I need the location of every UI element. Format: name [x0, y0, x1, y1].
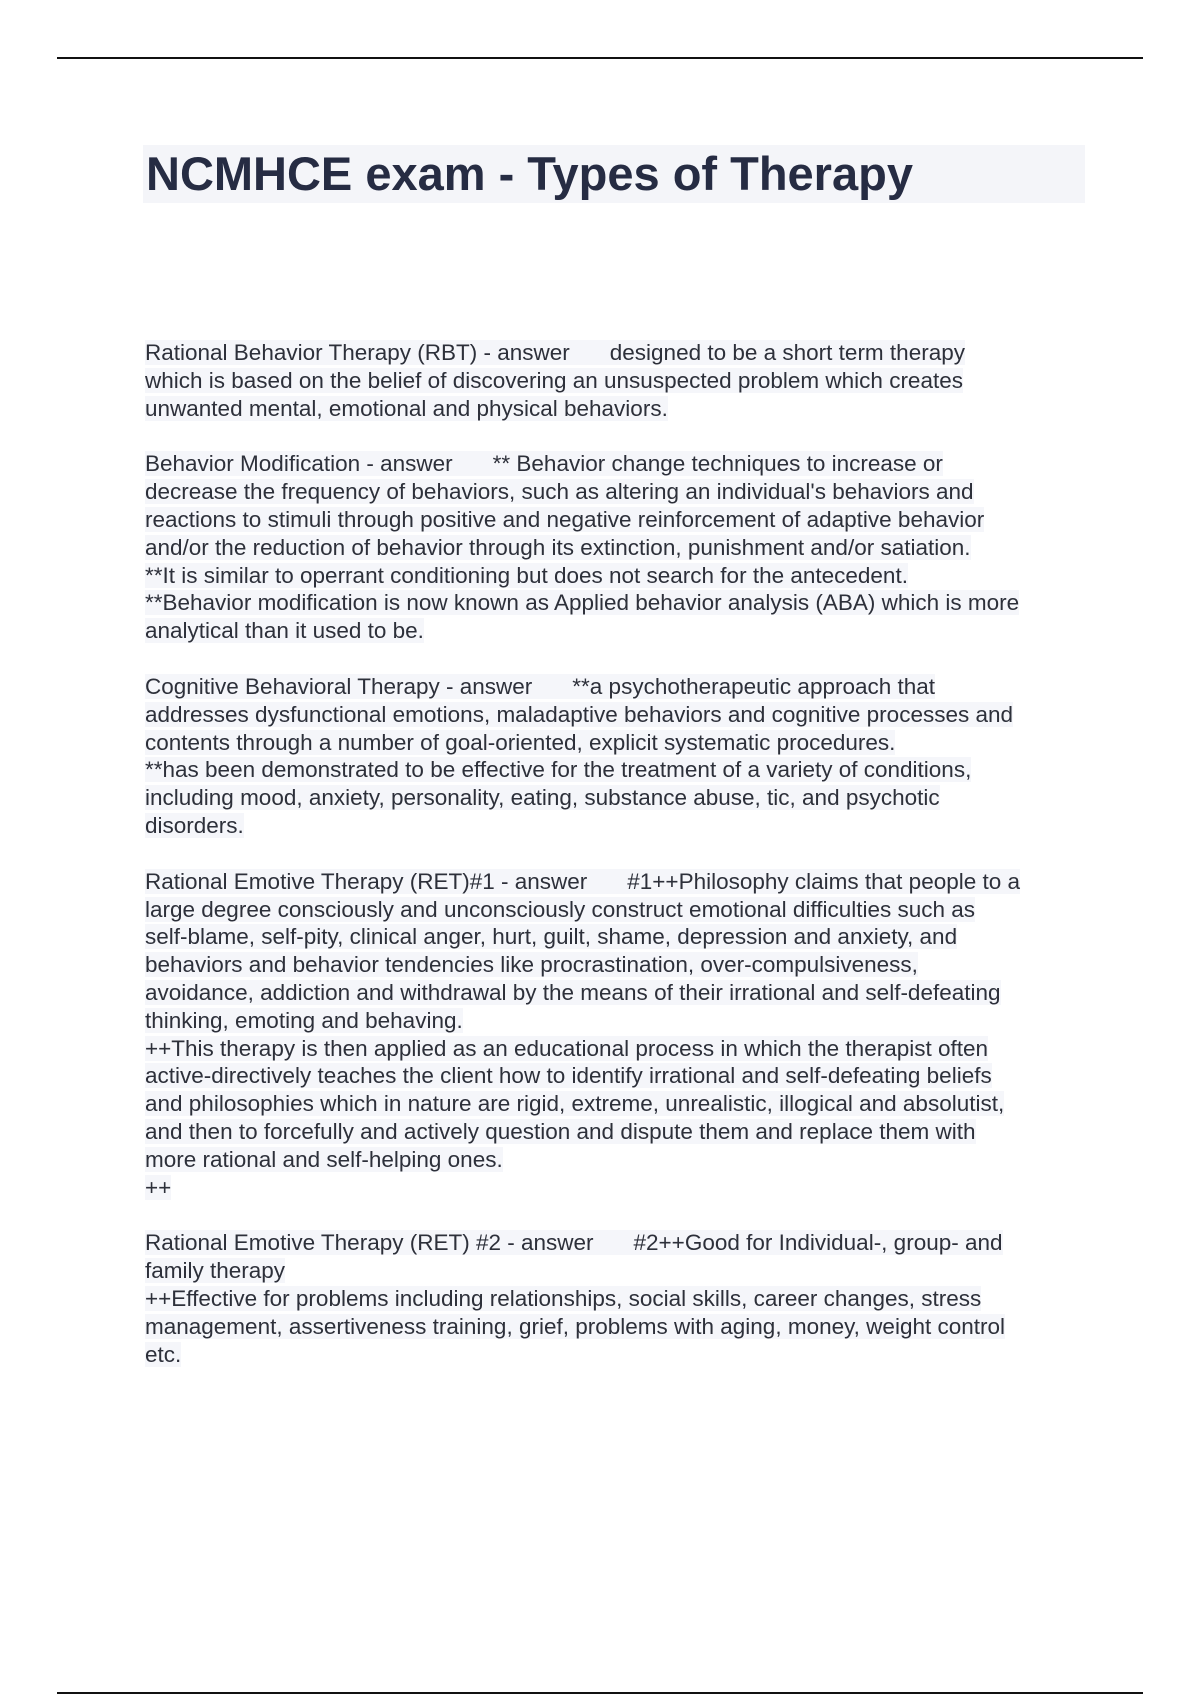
flashcard-entry: [145, 1229, 1095, 1368]
entry-answer-line: #2++Good for Individual-, group- and: [633, 1230, 1003, 1256]
top-rule: [57, 57, 1143, 59]
entry-answer-line: which is based on the belief of discovering an unsuspected problem which creates: [145, 367, 963, 393]
entry-answer-line: self-blame, self-pity, clinical anger, hurt, guilt, shame, depression and anxiety, and: [145, 924, 958, 950]
entry-answer-line: #1++Philosophy claims that people to a: [627, 868, 1021, 894]
entry-answer-line: ++: [145, 1174, 172, 1200]
flashcard-entry: [145, 339, 1095, 422]
entry-answer-line: addresses dysfunctional emotions, maladaptive behaviors and cognitive processes and: [145, 701, 1014, 727]
entry-answer-line: unwanted mental, emotional and physical behaviors.: [145, 395, 668, 421]
entry-answer-line: **a psychotherapeutic approach that: [572, 673, 936, 699]
entry-answer-line: ++This therapy is then applied as an educational process in which the therapist often: [145, 1035, 989, 1061]
entry-first-line: [145, 450, 1095, 478]
entry-answer-line: and philosophies which in nature are rigid, extreme, unrealistic, illogical and absolutist,: [145, 1091, 1005, 1117]
flashcard-entry: [145, 450, 1095, 645]
entry-term: Rational Emotive Therapy (RET)#1 - answer: [145, 868, 588, 894]
entry-term: Rational Behavior Therapy (RBT) - answer: [145, 340, 570, 365]
entry-term: Cognitive Behavioral Therapy - answer: [145, 673, 533, 699]
entry-answer-line: decrease the frequency of behaviors, such as altering an individual's behaviors and: [145, 479, 974, 505]
flashcard-entry: [145, 868, 1095, 1202]
entry-answer-line: behaviors and behavior tendencies like procrastination, over-compulsiveness,: [145, 952, 918, 978]
flashcard-list: [145, 339, 1095, 1396]
entry-answer-line: avoidance, addiction and withdrawal by the means of their irrational and self-defeating: [145, 979, 1001, 1005]
entry-answer-line: **has been demonstrated to be effective for the treatment of a variety of conditions,: [145, 757, 972, 783]
entry-term: Behavior Modification - answer: [145, 451, 453, 477]
entry-answer-line: thinking, emoting and behaving.: [145, 1007, 463, 1033]
entry-answer-line: analytical than it used to be.: [145, 618, 424, 644]
entry-answer-line: family therapy: [145, 1258, 286, 1284]
entry-answer-line: and then to forcefully and actively question and dispute them and replace them with: [145, 1118, 976, 1144]
entry-answer-line: contents through a number of goal-oriented, explicit systematic procedures.: [145, 729, 896, 755]
entry-answer-line: reactions to stimuli through positive and negative reinforcement of adaptive behavior: [145, 506, 985, 532]
entry-answer-line: active-directively teaches the client how to identify irrational and self-defeating beliefs: [145, 1063, 992, 1089]
entry-answer-line: disorders.: [145, 812, 244, 838]
entry-answer-line: management, assertiveness training, grief, problems with aging, money, weight control: [145, 1313, 1006, 1339]
entry-answer-line: etc.: [145, 1341, 182, 1367]
entry-answer-line: ** Behavior change techniques to increase or: [492, 451, 943, 477]
entry-first-line: [145, 868, 1095, 896]
entry-first-line: [145, 339, 1095, 367]
entry-answer-line: more rational and self-helping ones.: [145, 1146, 503, 1172]
entry-answer-line: including mood, anxiety, personality, eating, substance abuse, tic, and psychotic: [145, 785, 940, 811]
entry-answer-line: and/or the reduction of behavior through its extinction, punishment and/or satiation.: [145, 534, 971, 560]
entry-answer-line: designed to be a short term therapy: [609, 340, 965, 365]
bottom-rule: [57, 1692, 1143, 1694]
entry-answer-line: **It is similar to operrant conditioning but does not search for the antecedent.: [145, 562, 908, 588]
entry-term: Rational Emotive Therapy (RET) #2 - answer: [145, 1230, 594, 1256]
document-title: NCMHCE exam - Types of Therapy: [146, 147, 913, 200]
entry-answer-line: large degree consciously and unconsciously construct emotional difficulties such as: [145, 896, 976, 922]
entry-first-line: [145, 1229, 1095, 1257]
entry-answer-line: ++Effective for problems including relationships, social skills, career changes, stress: [145, 1285, 982, 1311]
flashcard-entry: [145, 673, 1095, 840]
entry-answer-line: **Behavior modification is now known as Applied behavior analysis (ABA) which is more: [145, 590, 1020, 616]
entry-first-line: [145, 673, 1095, 701]
